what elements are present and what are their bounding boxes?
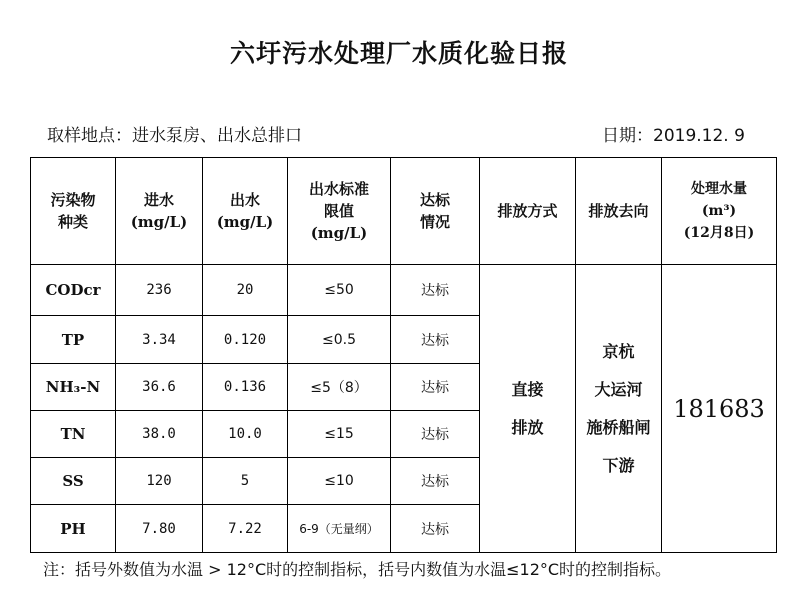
header-flow-line3: (12月8日) bbox=[683, 225, 755, 241]
row-influent: 36.6 bbox=[116, 364, 203, 411]
row-effluent: 10.0 bbox=[203, 411, 288, 458]
header-flow-line2: (m³) bbox=[701, 203, 737, 219]
discharge-method-line1: 直接 bbox=[511, 379, 544, 399]
row-influent: 38.0 bbox=[116, 411, 203, 458]
row-effluent: 0.136 bbox=[203, 364, 288, 411]
header-effluent-line2: (mg/L) bbox=[216, 213, 274, 231]
row-limit: ≤15 bbox=[288, 411, 391, 458]
destination-line1: 京杭 bbox=[602, 341, 635, 361]
flow-volume-cell: 181683 bbox=[662, 265, 777, 553]
header-effluent-line1: 出水 bbox=[229, 191, 260, 209]
report-date: 日期：2019.12. 9 bbox=[602, 126, 745, 146]
page-title: 六圩污水处理厂水质化验日报 bbox=[229, 39, 568, 68]
row-status: 达标 bbox=[391, 411, 480, 458]
header-limit-line3: (mg/L) bbox=[310, 224, 368, 242]
header-status-line2: 情况 bbox=[419, 213, 450, 231]
row-influent: 236 bbox=[116, 265, 203, 316]
destination-line3: 施桥船闸 bbox=[586, 417, 651, 437]
header-pollutant-line2: 种类 bbox=[57, 213, 88, 231]
row-name: CODcr bbox=[31, 265, 116, 316]
header-status bbox=[391, 158, 480, 265]
row-name: TP bbox=[31, 316, 116, 364]
header-discharge-method: 排放方式 bbox=[480, 158, 576, 265]
row-status: 达标 bbox=[391, 364, 480, 411]
row-limit: ≤50 bbox=[288, 265, 391, 316]
discharge-method-cell bbox=[480, 265, 576, 553]
header-flow bbox=[662, 158, 777, 265]
row-influent: 3.34 bbox=[116, 316, 203, 364]
header-limit bbox=[288, 158, 391, 265]
header-limit-line2: 限值 bbox=[323, 202, 354, 220]
destination-line4: 下游 bbox=[602, 455, 635, 475]
header-flow-line1: 处理水量 bbox=[691, 181, 747, 197]
row-limit: ≤5（8） bbox=[288, 364, 391, 411]
discharge-destination-cell bbox=[576, 265, 662, 553]
row-limit: ≤10 bbox=[288, 458, 391, 505]
row-name: TN bbox=[31, 411, 116, 458]
row-name: NH₃-N bbox=[31, 364, 116, 411]
header-influent bbox=[116, 158, 203, 265]
row-status: 达标 bbox=[391, 505, 480, 553]
row-effluent: 20 bbox=[203, 265, 288, 316]
row-limit: 6-9（无量纲） bbox=[288, 505, 391, 553]
row-limit: ≤0.5 bbox=[288, 316, 391, 364]
header-effluent bbox=[203, 158, 288, 265]
row-effluent: 7.22 bbox=[203, 505, 288, 553]
table-row bbox=[31, 265, 777, 316]
discharge-method-line2: 排放 bbox=[511, 417, 544, 437]
row-influent: 120 bbox=[116, 458, 203, 505]
header-row bbox=[31, 158, 777, 265]
row-name: SS bbox=[31, 458, 116, 505]
row-status: 达标 bbox=[391, 458, 480, 505]
footnote: 注：括号外数值为水温 > 12°C时的控制指标，括号内数值为水温≤12°C时的控制指标。 bbox=[43, 560, 672, 579]
header-status-line1: 达标 bbox=[419, 191, 450, 209]
header-influent-line2: (mg/L) bbox=[130, 213, 188, 231]
sampling-location: 取样地点：进水泵房、出水总排口 bbox=[47, 126, 302, 146]
row-effluent: 5 bbox=[203, 458, 288, 505]
row-name: PH bbox=[31, 505, 116, 553]
row-status: 达标 bbox=[391, 316, 480, 364]
water-quality-table bbox=[30, 157, 777, 553]
header-pollutant bbox=[31, 158, 116, 265]
header-pollutant-line1: 污染物 bbox=[50, 191, 96, 209]
row-influent: 7.80 bbox=[116, 505, 203, 553]
header-discharge-destination: 排放去向 bbox=[576, 158, 662, 265]
header-influent-line1: 进水 bbox=[143, 191, 174, 209]
row-status: 达标 bbox=[391, 265, 480, 316]
row-effluent: 0.120 bbox=[203, 316, 288, 364]
destination-line2: 大运河 bbox=[594, 379, 643, 399]
header-limit-line1: 出水标准 bbox=[308, 180, 369, 198]
